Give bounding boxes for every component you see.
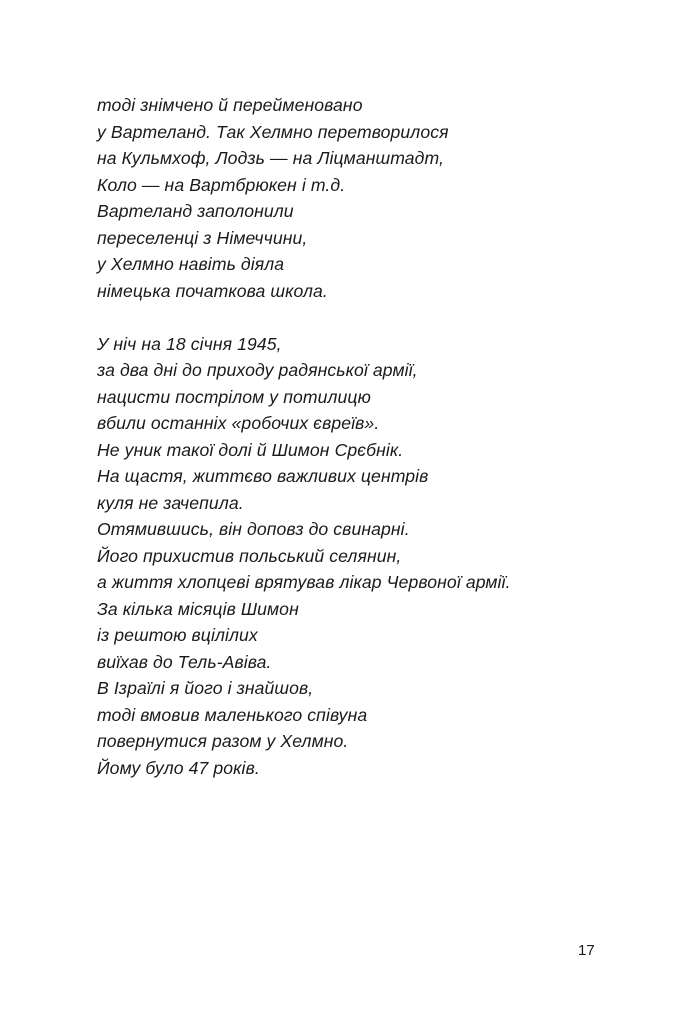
poem-line: а життя хлопцеві врятував лікар Червоної армії. [97, 572, 511, 592]
poem-line: На щастя, життєво важливих центрів [97, 466, 429, 486]
poem-line: За кілька місяців Шимон [97, 598, 299, 619]
poem-line: куля не зачепила. [97, 492, 244, 513]
poem-line: німецька початкова школа. [97, 280, 328, 301]
poem-line: Вартеланд заполонили [97, 201, 294, 221]
poem-line: вбили останніх «робочих євреїв». [97, 413, 380, 433]
poem-line: Коло — на Вартбрюкен і т.д. [97, 174, 346, 195]
poem-line: Йому було 47 років. [97, 757, 260, 778]
poem-line: У ніч на 18 січня 1945, [97, 333, 282, 354]
stanza-2 [97, 331, 657, 782]
poem-line: на Кульмхоф, Лодзь — на Ліцманштадт, [97, 148, 445, 168]
poem-line: нацисти пострілом у потилицю [97, 386, 371, 407]
poem-line: переселенці з Німеччини, [97, 227, 308, 248]
poem-line: В Ізраїлі я його і знайшов, [97, 678, 314, 698]
poem-line: Отямившись, він доповз до свинарні. [97, 519, 410, 539]
page-number: 17 [578, 942, 595, 959]
poem-body [97, 92, 657, 781]
poem-line: із рештою вцілілих [97, 625, 258, 645]
poem-line: тоді знімчено й перейменовано [97, 95, 363, 115]
stanza-1 [97, 92, 657, 304]
poem-line: тоді вмовив маленького співуна [97, 704, 368, 725]
poem-line: за два дні до приходу радянської армії, [97, 360, 418, 380]
poem-line: виїхав до Тель-Авіва. [97, 651, 272, 672]
poem-line: Не уник такої долі й Шимон Срєбнік. [97, 439, 404, 460]
poem-line: повернутися разом у Хелмно. [97, 731, 349, 751]
poem-line: у Хелмно навіть діяла [97, 254, 285, 274]
poem-line: у Вартеланд. Так Хелмно перетворилося [97, 121, 449, 142]
poem-line: Його прихистив польський селянин, [97, 545, 402, 566]
